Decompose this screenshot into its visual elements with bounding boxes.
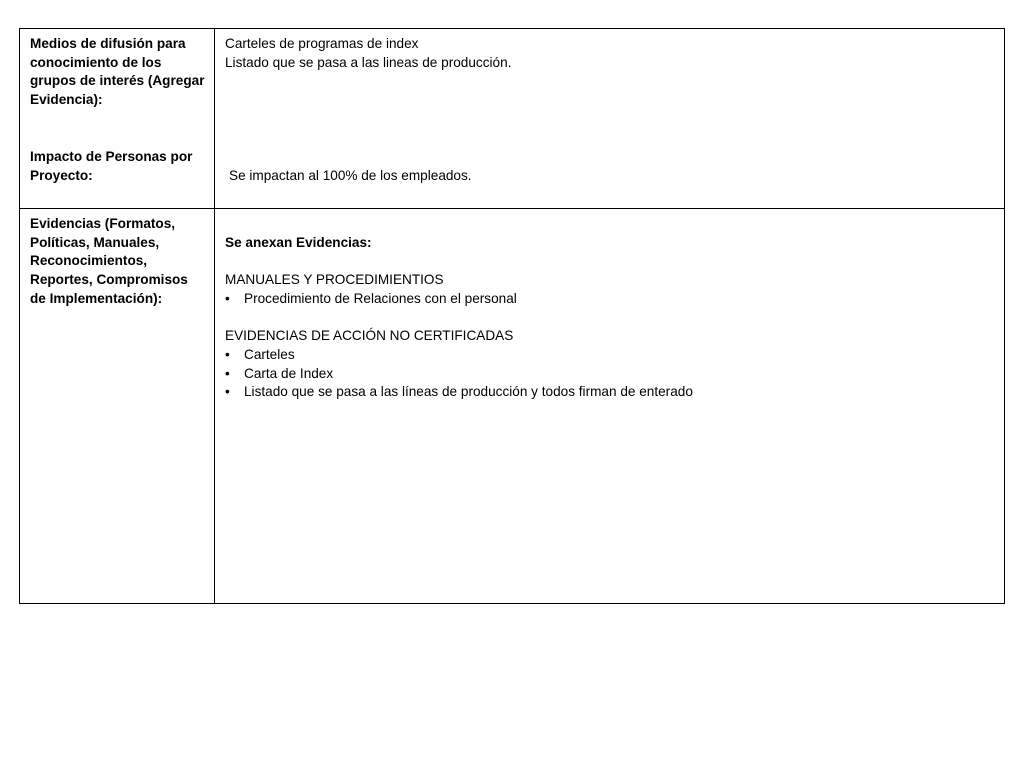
column-divider [214, 29, 215, 208]
value-cell-diffusion [216, 29, 1004, 208]
label-line: Medios de difusión para [30, 36, 186, 51]
label-cell-evidence [20, 209, 214, 603]
label-line: Impacto de Personas por [30, 149, 193, 164]
value-cell-evidence [216, 209, 1004, 603]
label-line: Evidencias (Formatos, [30, 216, 176, 231]
label-diffusion [30, 35, 205, 110]
bullet-icon: • [225, 384, 230, 400]
list-item [225, 346, 693, 365]
value-line: Listado que se pasa a las lineas de producción. [225, 54, 512, 70]
list-item-text: Listado que se pasa a las líneas de producción y todos firman de enterado [244, 384, 693, 400]
label-cell-diffusion [20, 29, 214, 208]
list-item [225, 290, 517, 309]
manuals-list [225, 290, 517, 309]
label-line: conocimiento de los [30, 54, 162, 70]
section-title-evidence: EVIDENCIAS DE ACCIÓN NO CERTIFICADAS [225, 328, 514, 343]
bullet-icon: • [225, 347, 230, 362]
bullet-icon: • [225, 291, 230, 306]
evidence-list [225, 346, 693, 402]
list-item-text: Carteles [244, 347, 295, 362]
table-row-evidence [20, 209, 1004, 603]
label-evidence [30, 215, 188, 309]
list-item [225, 383, 693, 402]
value-line: Carteles de programas de index [225, 36, 419, 51]
label-line: Políticas, Manuales, [30, 234, 160, 250]
diffusion-values [225, 35, 511, 72]
impact-value: Se impactan al 100% de los empleados. [229, 168, 472, 183]
label-line: grupos de interés (Agregar [30, 73, 205, 89]
label-impact [30, 148, 192, 185]
label-line: Reconocimientos, [30, 253, 148, 269]
evidence-table [19, 28, 1005, 604]
column-divider [214, 209, 215, 603]
list-item-text: Procedimiento de Relaciones con el personal [244, 291, 517, 306]
label-line: Reportes, Compromisos [30, 272, 188, 288]
evidence-heading: Se anexan Evidencias: [225, 235, 372, 250]
label-line: de Implementación): [30, 290, 163, 306]
list-item [225, 365, 693, 384]
label-line: Proyecto: [30, 167, 93, 183]
list-item-text: Carta de Index [244, 365, 334, 381]
bullet-icon: • [225, 365, 230, 381]
label-line: Evidencia): [30, 92, 103, 108]
table-row-diffusion [20, 29, 1004, 209]
section-title-manuals: MANUALES Y PROCEDIMIENTIOS [225, 272, 444, 287]
